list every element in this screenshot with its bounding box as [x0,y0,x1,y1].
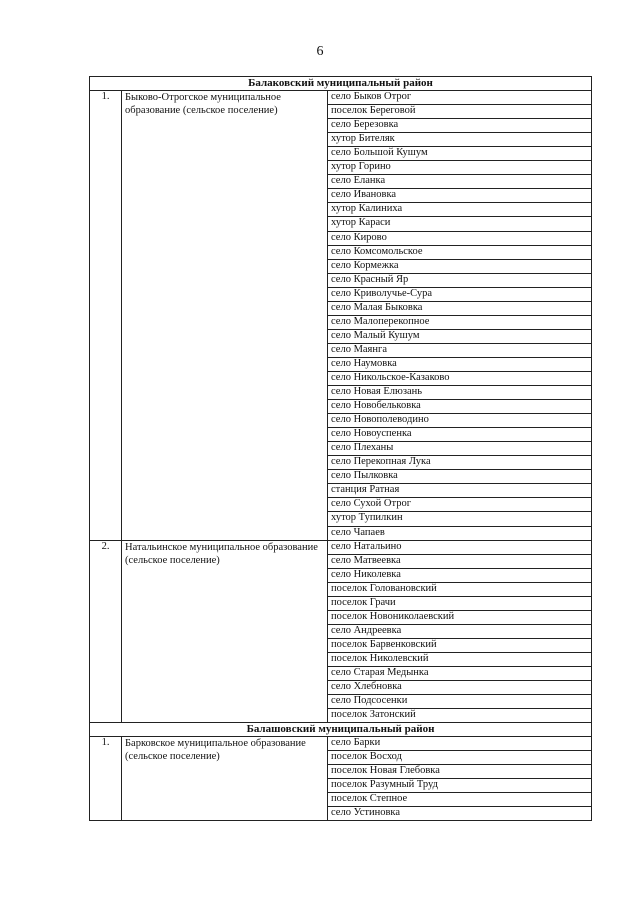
settlement-name: село Новополеводино [328,414,592,428]
settlement-name: поселок Барвенковский [328,638,592,652]
entry-number: 1. [90,737,122,821]
settlement-name: село Комсомольское [328,245,592,259]
municipal-formation-name: Натальинское муниципальное образование (сельское поселение) [122,540,328,723]
settlement-name: поселок Голованoвский [328,582,592,596]
settlement-name: село Никольское-Казаково [328,371,592,385]
district-name: Балаковский муниципальный район [90,77,592,91]
settlement-name: село Быков Отрог [328,91,592,105]
entry-number: 1. [90,91,122,541]
settlement-name: село Пылковка [328,470,592,484]
settlement-name: хутор Караси [328,217,592,231]
settlement-name: село Хлебновка [328,681,592,695]
page-number: 6 [316,44,324,59]
municipal-formation-name: Быково-Отрогское муниципальное образование (сельское поселение) [122,91,328,541]
table-row [90,540,592,554]
settlement-name: село Барки [328,737,592,751]
settlement-name: село Красный Яр [328,273,592,287]
settlement-name: поселок Новониколаевский [328,610,592,624]
settlement-name: село Маянга [328,343,592,357]
settlement-name: станция Ратная [328,484,592,498]
district-header-row [90,77,592,91]
settlement-name: село Натальино [328,540,592,554]
settlement-name: село Чапаев [328,526,592,540]
settlement-name: село Кирово [328,231,592,245]
district-header-row [90,723,592,737]
settlement-name: поселок Затонский [328,709,592,723]
settlements-table [89,76,592,821]
settlement-name: поселок Новая Глебовка [328,765,592,779]
settlement-name: село Подсосенки [328,695,592,709]
table-row [90,91,592,105]
settlement-name: хутор Калиниха [328,203,592,217]
settlement-name: поселок Николевский [328,652,592,666]
settlement-name: село Новая Елюзань [328,386,592,400]
settlement-name: село Кормежка [328,259,592,273]
settlement-name: село Наумовка [328,357,592,371]
settlement-name: село Плеханы [328,442,592,456]
settlement-name: село Николевка [328,568,592,582]
settlement-name: село Малоперекопное [328,315,592,329]
settlement-name: поселок Степное [328,793,592,807]
settlement-name: поселок Береговой [328,105,592,119]
municipal-formation-name: Барковское муниципальное образование (сельское поселение) [122,737,328,821]
settlement-name: село Старая Медынка [328,666,592,680]
settlement-name: хутор Тупилкин [328,512,592,526]
district-name: Балашовский муниципальный район [90,723,592,737]
settlement-name: хутор Горино [328,161,592,175]
settlement-name: село Устиновка [328,807,592,821]
settlement-name: село Березовка [328,119,592,133]
settlement-name: село Ивановка [328,189,592,203]
settlement-name: поселок Грачи [328,596,592,610]
settlement-name: село Перекопная Лука [328,456,592,470]
settlement-name: село Большой Кушум [328,147,592,161]
settlement-name: село Андреевка [328,624,592,638]
settlement-name: село Сухой Отрог [328,498,592,512]
settlement-name: село Малая Быковка [328,301,592,315]
settlement-name: хутор Бителяк [328,133,592,147]
settlement-name: село Новобельковка [328,400,592,414]
settlement-name: село Новоуспенка [328,428,592,442]
settlement-name: село Криволучье-Сура [328,287,592,301]
settlements-table-body [90,77,592,821]
settlement-name: село Еланка [328,175,592,189]
settlement-name: поселок Разумный Труд [328,779,592,793]
settlement-name: поселок Восход [328,751,592,765]
settlement-name: село Матвеевка [328,554,592,568]
entry-number: 2. [90,540,122,723]
settlement-name: село Малый Кушум [328,329,592,343]
table-row [90,737,592,751]
